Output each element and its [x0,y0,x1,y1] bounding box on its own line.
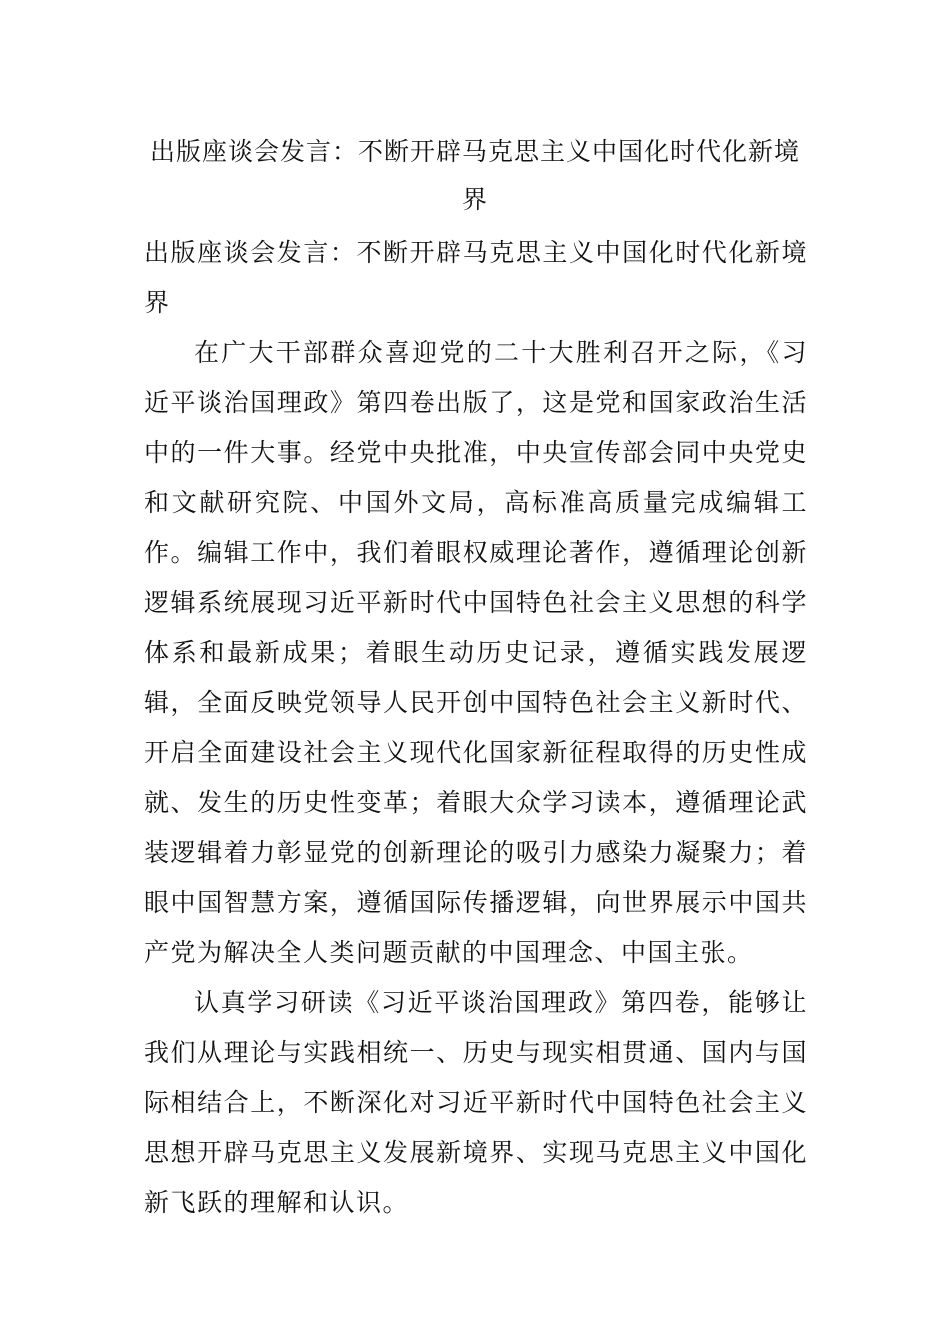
paragraph-2: 认真学习研读《习近平谈治国理政》第四卷，能够让我们从理论与实践相统一、历史与现实相贯通、国内与国际相结合上，不断深化对习近平新时代中国特色社会主义思想开辟马克思主义发展新境界、实现马克思主义中国化新飞跃的理解和认识。 [144,988,808,1217]
document-title: 出版座谈会发言：不断开辟马克思主义中国化时代化新境界 [149,137,800,214]
document-heading: 出版座谈会发言：不断开辟马克思主义中国化时代化新境界 [144,238,808,317]
paragraph-1: 在广大干部群众喜迎党的二十大胜利召开之际，《习近平谈治国理政》第四卷出版了，这是党和国家政治生活中的一件大事。经党中央批准，中央宣传部会同中央党史和文献研究院、中国外文局，高标准高质量完成编辑工作。编辑工作中，我们着眼权威理论著作，遵循理论创新逻辑系统展现习近平新时代中国特色社会主义思想的科学体系和最新成果；着眼生动历史记录，遵循实践发展逻辑，全面反映党领导人民开创中国特色社会主义新时代、开启全面建设社会主义现代化国家新征程取得的历史性成就、发生的历史性变革；着眼大众学习读本，遵循理论武装逻辑着力彰显党的创新理论的吸引力感染力凝聚力；着眼中国智慧方案，遵循国际传播逻辑，向世界展示中国共产党为解决全人类问题贡献的中国理念、中国主张。 [144,338,808,967]
document-body [144,228,808,1228]
